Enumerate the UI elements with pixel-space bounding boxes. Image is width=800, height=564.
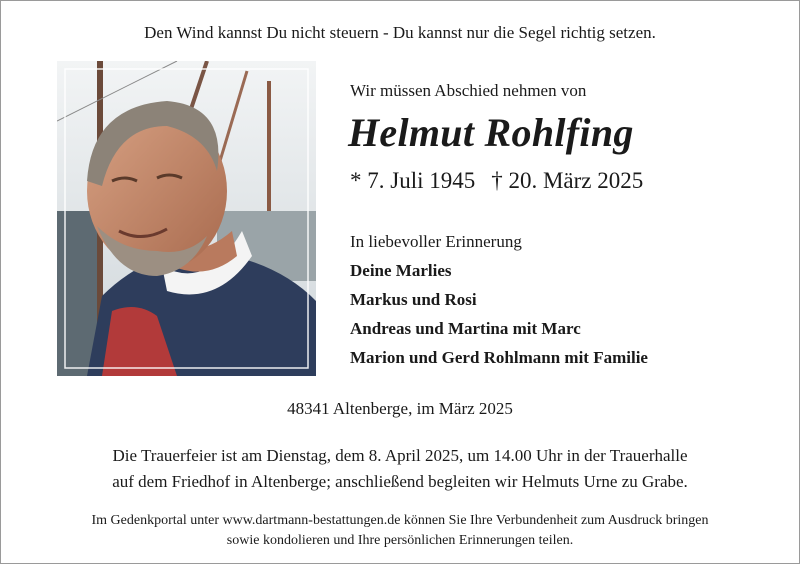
deceased-name: Helmut Rohlfing <box>348 110 634 155</box>
portrait-photo <box>57 61 316 376</box>
portal-line: sowie kondolieren und Ihre persönlichen Erinnerungen teilen. <box>226 533 574 548</box>
memory-line: In liebevoller Erinnerung <box>350 232 522 251</box>
place-date: 48341 Altenberge, im März 2025 <box>287 399 513 418</box>
mourner-item: Andreas und Martina mit Marc <box>350 319 581 338</box>
death-date: † 20. März 2025 <box>491 168 644 193</box>
birth-date: * 7. Juli 1945 <box>350 168 476 193</box>
ceremony-line: Die Trauerfeier ist am Dienstag, dem 8. April 2025, um 14.00 Uhr in der Trauerhalle <box>112 446 688 465</box>
motto-quote: Den Wind kannst Du nicht steuern - Du kannst nur die Segel richtig setzen. <box>144 23 656 42</box>
intro-text: Wir müssen Abschied nehmen von <box>350 81 587 100</box>
portal-line: Im Gedenkportal unter www.dartmann-bestattungen.de können Sie Ihre Verbundenheit zum Ausdruck bringen <box>91 513 709 528</box>
portal-notice <box>1 511 799 551</box>
ceremony-notice <box>1 443 799 495</box>
ceremony-line: auf dem Friedhof in Altenberge; anschließend begleiten wir Helmuts Urne zu Grabe. <box>112 472 688 491</box>
mourner-item: Marion und Gerd Rohlmann mit Familie <box>350 348 648 367</box>
life-dates <box>350 168 643 194</box>
mourners-list <box>350 260 648 376</box>
mourner-item: Markus und Rosi <box>350 290 477 309</box>
mourner-item: Deine Marlies <box>350 261 452 280</box>
